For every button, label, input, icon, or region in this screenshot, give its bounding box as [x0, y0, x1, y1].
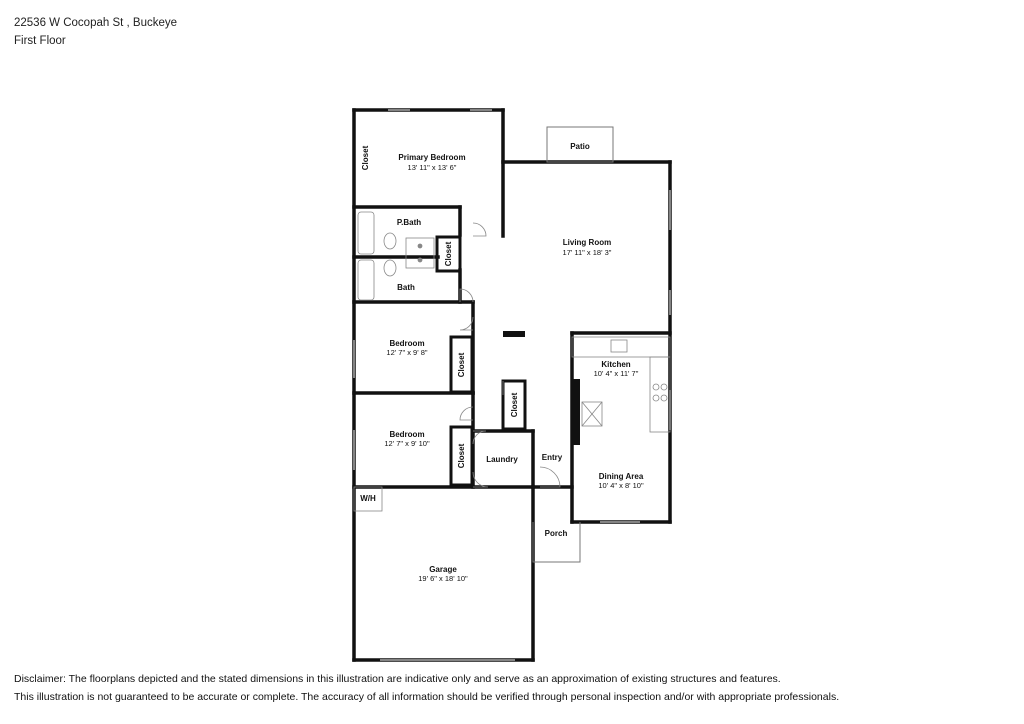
label-closet-primary: Closet [361, 145, 370, 171]
label-closet-bedroom-2: Closet [457, 443, 466, 469]
floor-label: First Floor [14, 35, 66, 47]
property-address: 22536 W Cocopah St , Buckeye [14, 17, 178, 29]
dims-bedroom-2: 12' 7" x 9' 10" [384, 439, 430, 448]
dims-living-room: 17' 11" x 18' 3" [562, 248, 612, 257]
label-garage: Garage [429, 565, 457, 574]
dims-dining-area: 10' 4" x 8' 10" [598, 481, 644, 490]
label-laundry: Laundry [486, 455, 518, 464]
dims-kitchen: 10' 4" x 11' 7" [593, 369, 639, 378]
windows [354, 110, 670, 660]
walls [354, 110, 670, 660]
door-swings [460, 223, 560, 487]
label-porch: Porch [544, 529, 568, 538]
label-wh: W/H [360, 494, 376, 503]
dims-bedroom-1: 12' 7" x 9' 8" [386, 348, 428, 357]
disclaimer-line-2: This illustration is not guaranteed to be accurate or complete. The accuracy of all information should be verified through personal inspection and/or with appropriate professionals. [14, 691, 840, 703]
label-closet-bath: Closet [444, 241, 453, 267]
label-kitchen: Kitchen [601, 360, 631, 369]
label-bath: Bath [397, 283, 415, 292]
label-closet-hall: Closet [510, 392, 519, 418]
label-primary-bedroom: Primary Bedroom [398, 153, 466, 162]
label-closet-bedroom-1: Closet [457, 352, 466, 378]
label-living-room: Living Room [562, 238, 612, 247]
label-patio: Patio [570, 142, 590, 151]
dims-garage: 19' 6" x 18' 10" [418, 574, 468, 583]
dims-primary-bedroom: 13' 11" x 13' 6" [407, 163, 457, 172]
label-dining-area: Dining Area [598, 472, 644, 481]
disclaimer-line-1: Disclaimer: The floorplans depicted and the stated dimensions in this illustration are indicative only and serve as an approximation of existing structures and features. [14, 673, 781, 685]
label-p-bath: P.Bath [396, 218, 422, 227]
label-bedroom-1: Bedroom [389, 339, 425, 348]
label-entry: Entry [541, 453, 563, 462]
label-bedroom-2: Bedroom [389, 430, 425, 439]
